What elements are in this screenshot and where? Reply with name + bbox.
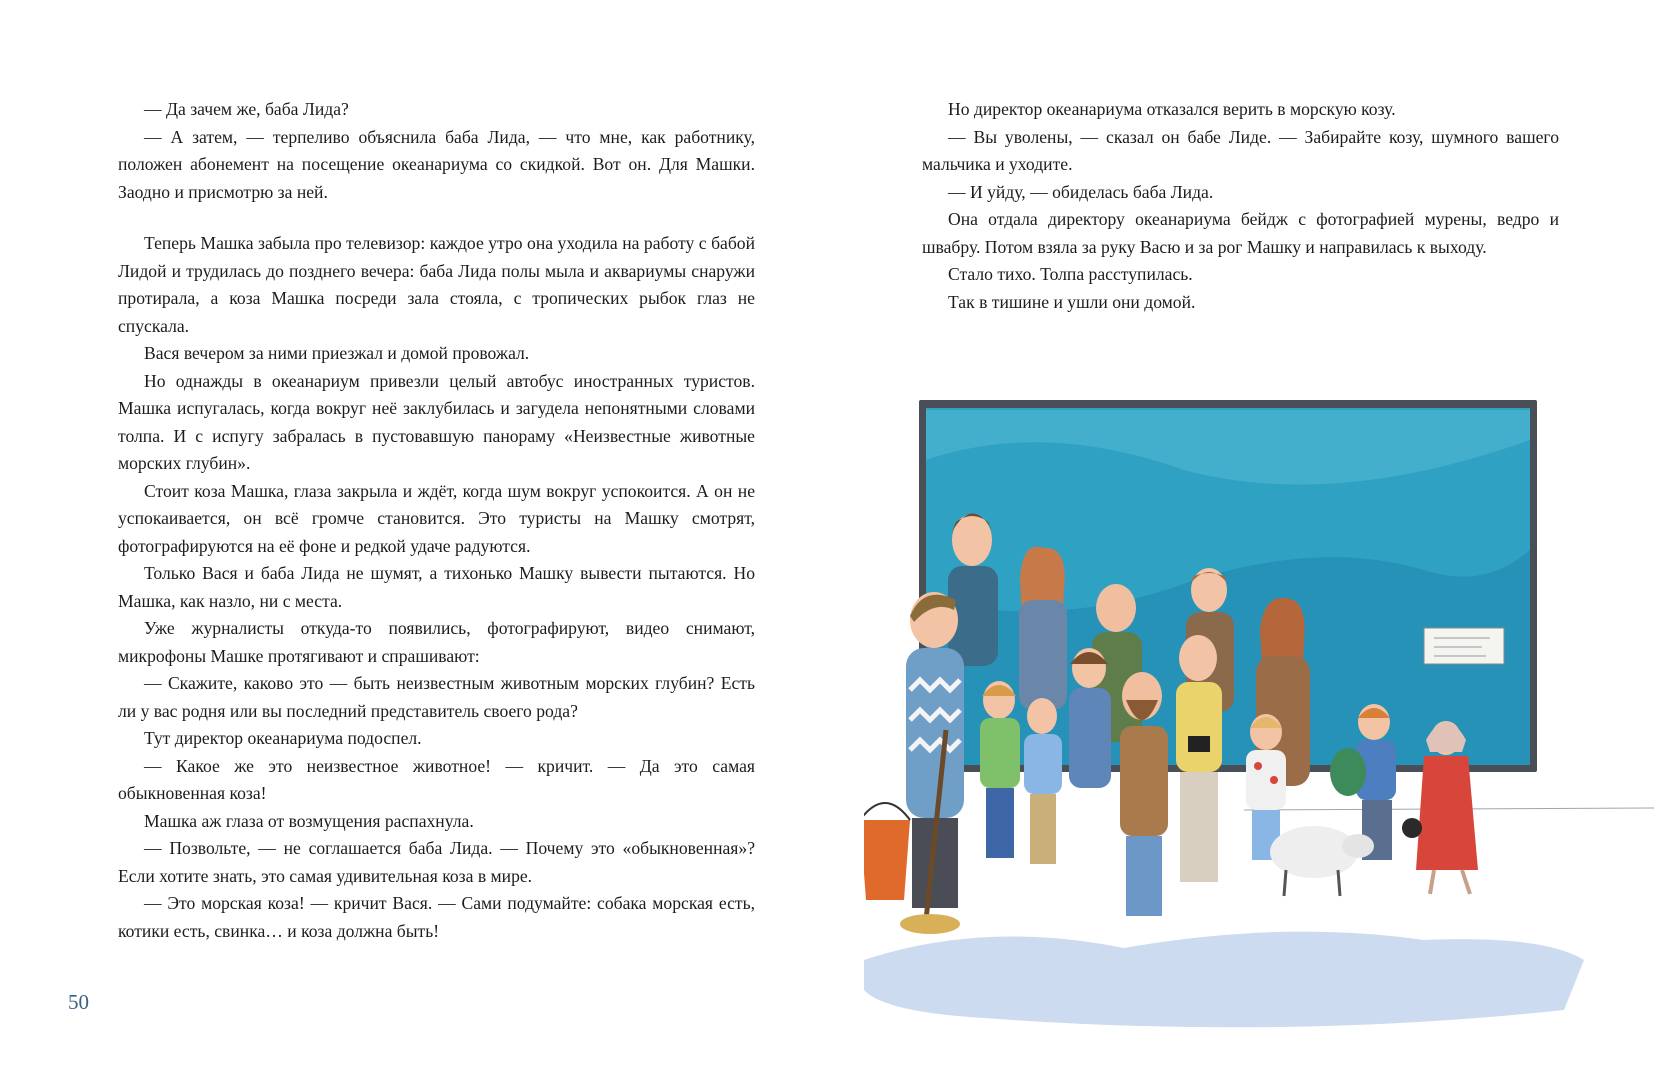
goat-leg bbox=[1338, 870, 1340, 896]
paragraph: Уже журналисты откуда-то появились, фотографируют, видео снимают, микрофоны Машке протягивают и спрашивают: bbox=[118, 618, 755, 666]
paragraph: — И уйду, — обиделась баба Лида. bbox=[948, 181, 1214, 202]
paragraph: Вася вечером за ними приезжал и домой провожал. bbox=[144, 343, 530, 363]
person-head bbox=[1096, 584, 1136, 632]
child-legs bbox=[986, 788, 1014, 858]
dress-dot bbox=[1254, 762, 1262, 770]
paragraph: Но директор океанариума отказался верить в морскую козу. bbox=[948, 99, 1396, 119]
bearded-man-legs bbox=[1126, 836, 1162, 916]
paragraph: — А затем, — терпеливо объяснила баба Лида, — что мне, как работнику, положен абонемент на посещение океанариума со скидкой. Вот он. Для Машки. Заодно и присмотрю за ней. bbox=[118, 126, 755, 202]
child-head bbox=[1027, 698, 1057, 734]
dress-dot bbox=[1270, 776, 1278, 784]
bucket-handle bbox=[864, 803, 910, 820]
page-number: 50 bbox=[68, 990, 89, 1014]
paragraph: — Да зачем же, баба Лида? bbox=[144, 99, 349, 119]
granny-dress bbox=[1416, 756, 1478, 870]
granny-handbag bbox=[1402, 818, 1422, 838]
granny-leg bbox=[1462, 870, 1470, 894]
paragraph: Так в тишине и ушли они домой. bbox=[948, 291, 1196, 312]
right-text-column bbox=[922, 96, 1559, 316]
left-text-column bbox=[118, 96, 755, 945]
paragraph: Стоит коза Машка, глаза закрыла и ждёт, когда шум вокруг успокоится. А он не успокаивается, он всё громче становится. Это туристы на Машку смотрят, фотографируются на её фоне и редкой удаче радуются. bbox=[118, 480, 755, 556]
paragraph: — Какое же это неизвестное животное! — кричит. — Да это самая обыкновенная коза! bbox=[118, 755, 755, 803]
info-plaque bbox=[1424, 628, 1504, 664]
paragraph: Машка аж глаза от возмущения распахнула. bbox=[144, 810, 474, 831]
paragraph: — Это морская коза! — кричит Вася. — Сами подумайте: собака морская есть, котики есть, свинка… и коза должна быть! bbox=[118, 893, 755, 941]
camera-icon bbox=[1188, 736, 1210, 752]
paragraph: Но однажды в океанариум привезли целый автобус иностранных туристов. Машка испугалась, когда вокруг неё заклубилась и загудела непонятными словами толпа. И с испугу забралась в пустовавшую панораму «Неизвестные животные морских глубин». bbox=[118, 370, 755, 473]
paragraph: — Вы уволены, — сказал он бабе Лиде. — Забирайте козу, шумного вашего мальчика и уходите. bbox=[922, 126, 1559, 174]
floor-wash bbox=[864, 932, 1584, 1028]
photographer-legs bbox=[1180, 772, 1218, 882]
backpack bbox=[1330, 748, 1366, 796]
paragraph: Тут директор океанариума подоспел. bbox=[144, 728, 422, 748]
paragraph: — Скажите, каково это — быть неизвестным животным морских глубин? Есть ли у вас родня или вы последний представитель своего рода? bbox=[118, 673, 755, 721]
paragraph: Только Вася и баба Лида не шумят, а тихонько Машку вывести пытаются. Но Машка, как назло, ни с места. bbox=[118, 563, 755, 611]
granny-leg bbox=[1430, 870, 1434, 894]
aquarium-crowd-illustration bbox=[864, 400, 1654, 1040]
child-body bbox=[1246, 750, 1286, 810]
child-body bbox=[1069, 688, 1111, 788]
child-body bbox=[980, 718, 1020, 788]
goat-head bbox=[1342, 834, 1374, 858]
bucket bbox=[864, 820, 910, 900]
child-body bbox=[1024, 734, 1062, 794]
paragraph: Она отдала директору океанариума бейдж с фотографией мурены, ведро и швабру. Потом взяла за руку Васю и за рог Машку и направилась к выходу. bbox=[922, 209, 1559, 257]
bearded-man-body bbox=[1120, 726, 1168, 836]
photographer-body bbox=[1176, 682, 1222, 772]
paragraph: — Позвольте, — не соглашается баба Лида. — Почему это «обыкновенная»? Если хотите знать, это самая удивительная коза в мире. bbox=[118, 838, 755, 886]
mop-head bbox=[900, 914, 960, 934]
person-head bbox=[1191, 568, 1227, 612]
director-body bbox=[906, 648, 964, 818]
paragraph: Стало тихо. Толпа расступилась. bbox=[948, 264, 1193, 284]
child-legs bbox=[1030, 794, 1056, 864]
paragraph: Теперь Машка забыла про телевизор: каждое утро она уходила на работу с бабой Лидой и трудилась до позднего вечера: баба Лида полы мыла и аквариумы снаружи протирала, а коза Машка посреди зала стояла, с тропических рыбок глаз не спускала. bbox=[118, 233, 755, 336]
photographer-head bbox=[1179, 635, 1217, 681]
goat-leg bbox=[1284, 870, 1286, 896]
person-body bbox=[1019, 600, 1067, 710]
